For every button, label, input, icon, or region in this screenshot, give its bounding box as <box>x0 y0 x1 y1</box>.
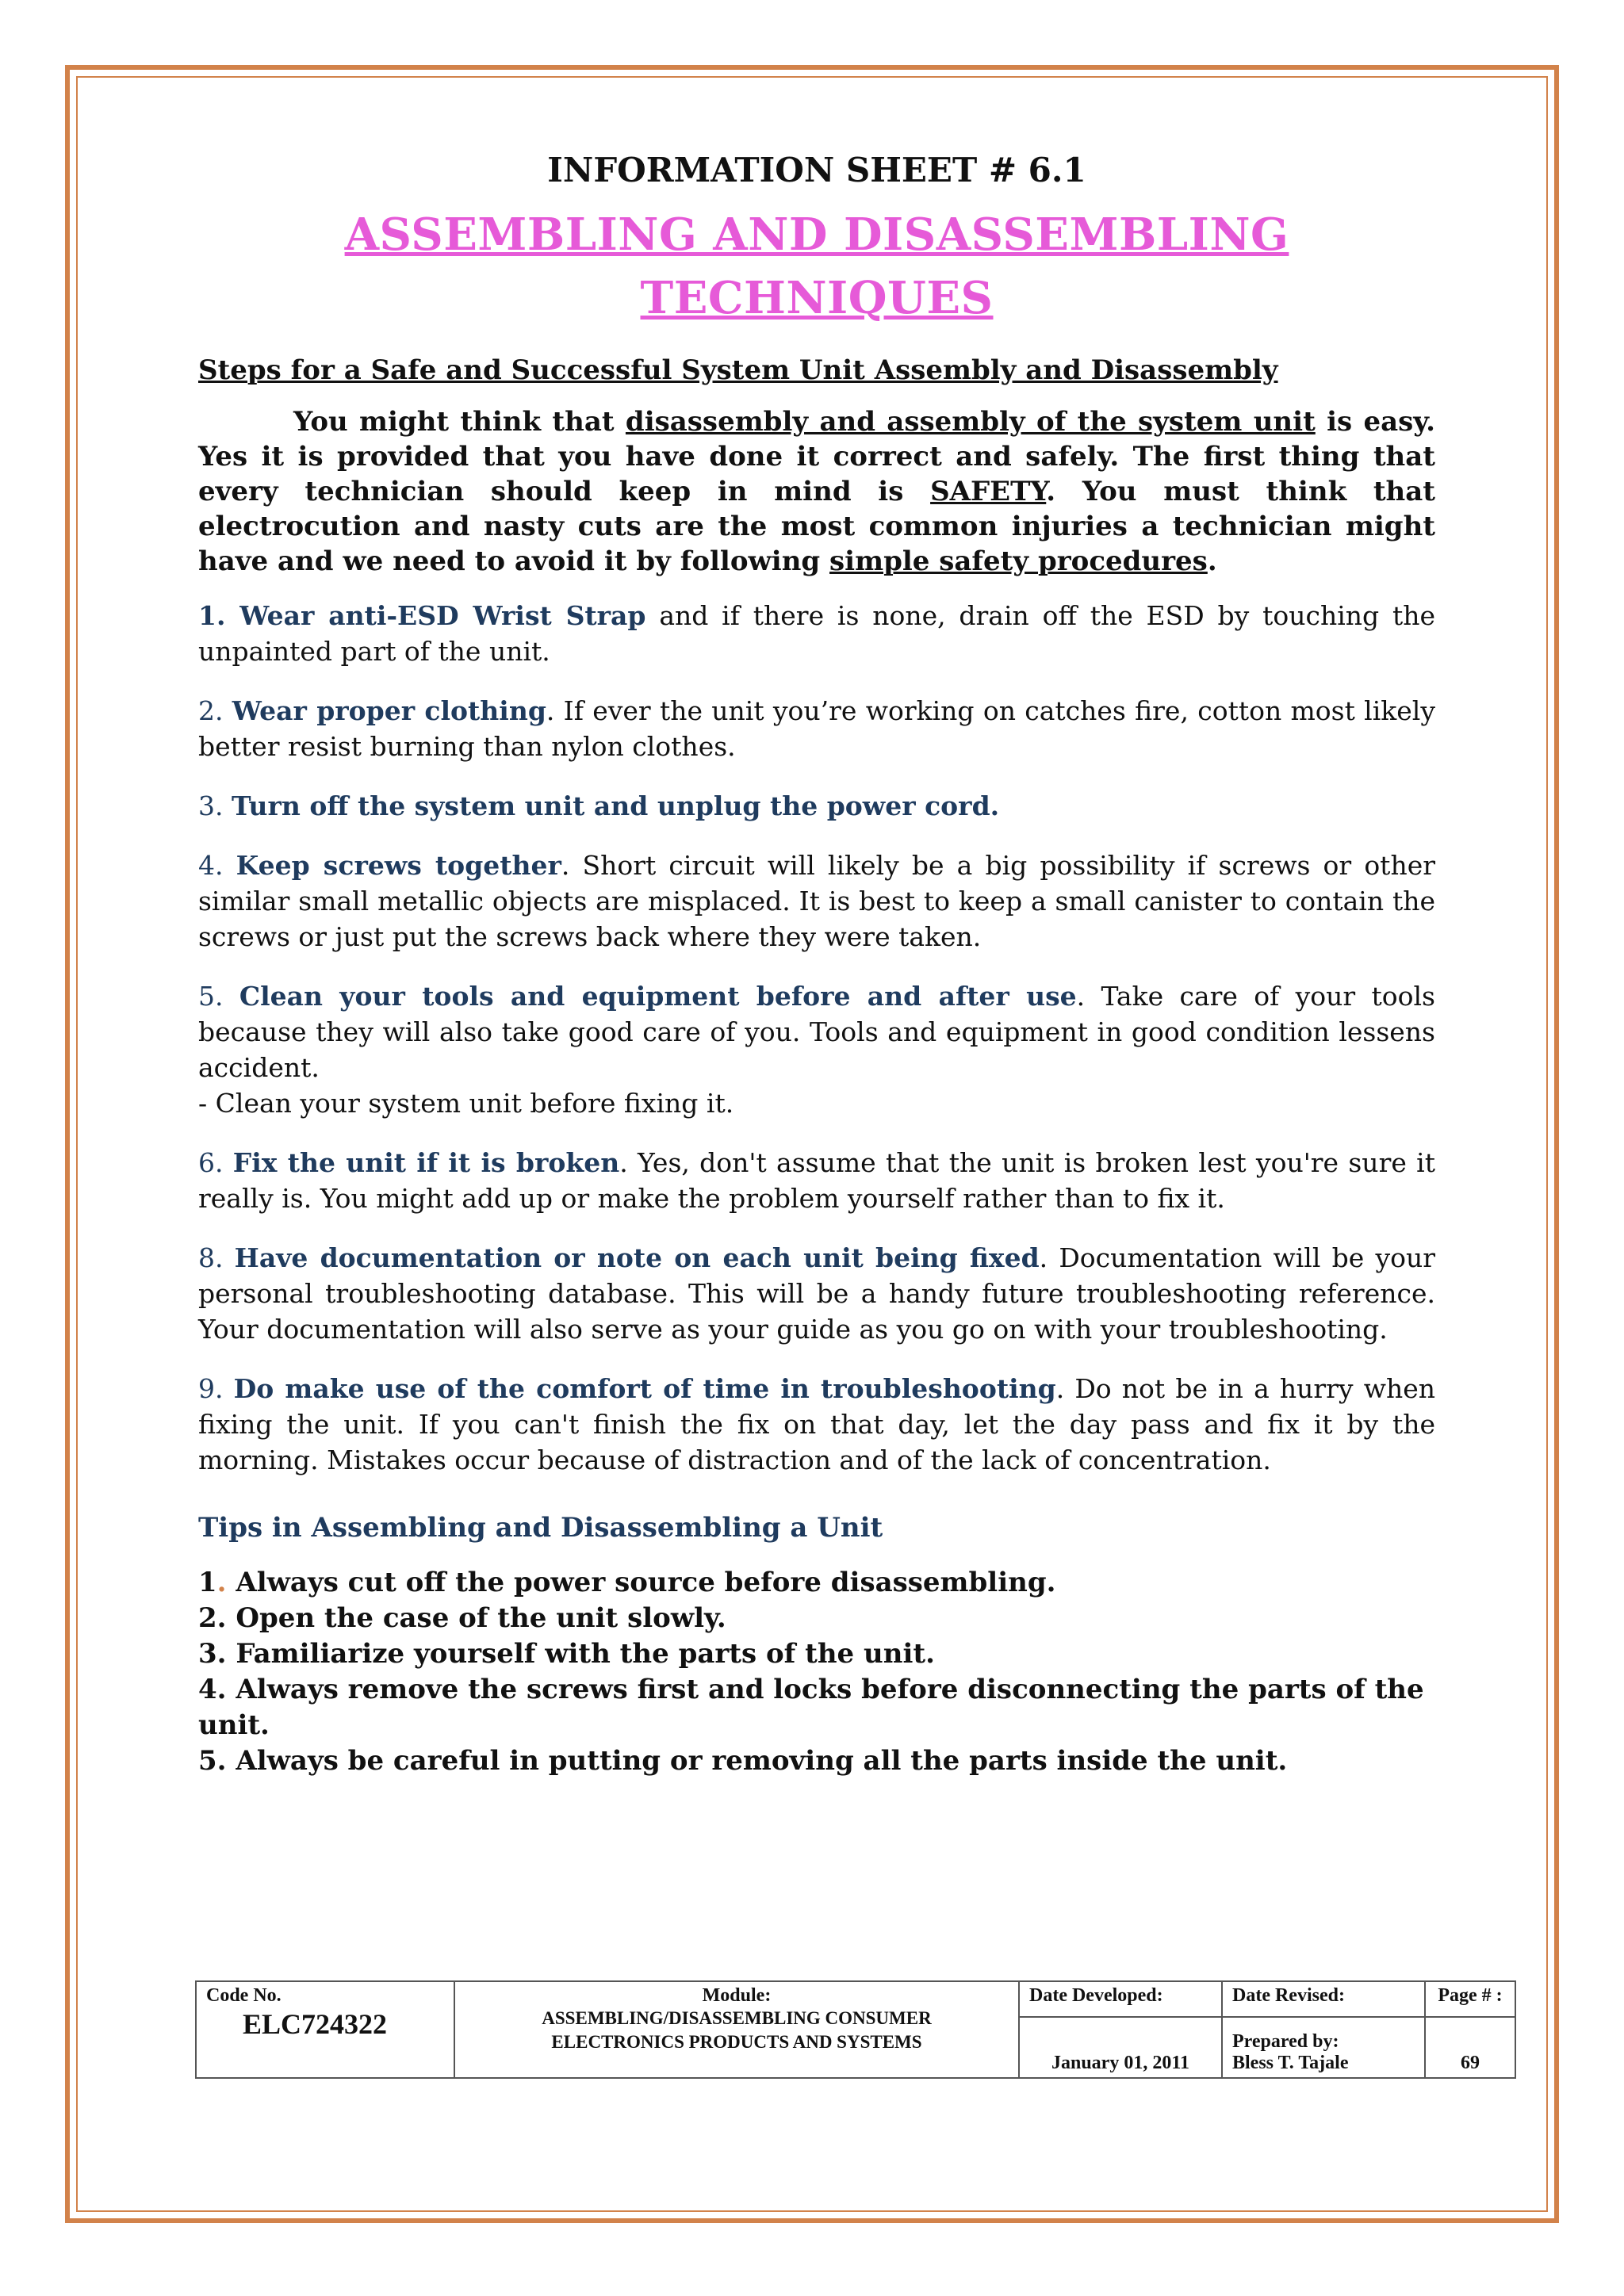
section-subheading: Steps for a Safe and Successful System Unit Assembly and Disassembly <box>198 354 1278 386</box>
tip-number: 5 <box>198 1745 217 1777</box>
tip-number: 3 <box>198 1638 217 1670</box>
step-title: Do make use of the comfort of time in troubleshooting <box>233 1373 1056 1404</box>
tip-item <box>198 1672 1435 1743</box>
step-text: . Documentation will be your personal troubleshooting database. This will be a handy future troubleshooting reference. Your documentation will also serve as your guide as you go on with your troubleshooting. <box>198 1242 1435 1345</box>
tip-number: 2 <box>198 1602 217 1634</box>
module-line-2: ELECTRONICS PRODUCTS AND SYSTEMS <box>551 2032 922 2052</box>
date-developed-label-cell <box>1019 1981 1222 2017</box>
step-title: Keep screws together <box>236 850 561 881</box>
sheet-title: INFORMATION SHEET # 6.1 <box>547 151 1086 189</box>
step-number: 3. <box>198 790 232 821</box>
step-title: Fix the unit if it is broken <box>232 1147 620 1178</box>
step-text: . Take care of your tools because they will also take good care of you. Tools and equipment in good condition lessens accident. <box>198 981 1435 1083</box>
tip-item <box>198 1636 1435 1672</box>
step-text: . Do not be in a hurry when fixing the unit. If you can't finish the fix on that day, let the day pass and fix it by the morning. Mistakes occur because of distraction and of the lack of concentration. <box>198 1373 1436 1475</box>
step-extra-text: - Clean your system unit before fixing it. <box>198 1088 734 1119</box>
step-number: 1. <box>198 600 240 631</box>
intro-underline-2: SAFETY <box>930 476 1047 507</box>
step-item <box>198 788 1435 824</box>
date-revised-label: Date Revised: <box>1232 1985 1345 2006</box>
step-item <box>198 1371 1435 1478</box>
code-label: Code No. <box>206 1985 282 2006</box>
module-label: Module: <box>702 1985 772 2006</box>
tip-number: 1 <box>198 1567 217 1598</box>
step-title: Wear anti-ESD Wrist Strap <box>239 600 646 631</box>
step-title: Turn off the system unit and unplug the power cord. <box>231 790 1000 821</box>
tip-dot: . <box>216 1602 227 1634</box>
step-number: 9. <box>198 1373 234 1404</box>
step-item <box>198 978 1435 1121</box>
tips-list <box>198 1565 1435 1779</box>
tip-item <box>198 1565 1435 1601</box>
prepared-by-label: Prepared by: <box>1232 2031 1339 2052</box>
intro-text-1: You might think that <box>293 406 626 438</box>
date-revised-label-cell <box>1222 1981 1425 2017</box>
step-text: . Short circuit will likely be a big possibility if screws or other similar small metallic objects are misplaced. It is best to keep a small canister to contain the screws or just put the screws back where they were taken. <box>198 850 1436 952</box>
footer-table <box>195 1980 1516 2079</box>
step-item <box>198 598 1435 669</box>
page-label-cell <box>1425 1981 1515 2017</box>
tip-number: 4 <box>198 1674 217 1705</box>
page-label: Page # : <box>1438 1985 1503 2006</box>
main-title: ASSEMBLING AND DISASSEMBLING TECHNIQUES <box>344 209 1289 324</box>
step-text: and if there is none, drain off the ESD by touching the unpainted part of the unit. <box>198 600 1435 667</box>
document-body <box>198 143 1435 1779</box>
tip-text: Always cut off the power source before disassembling. <box>226 1567 1056 1598</box>
page-value: 69 <box>1461 2053 1480 2073</box>
date-developed-value: January 01, 2011 <box>1051 2053 1190 2073</box>
step-number: 8. <box>198 1242 235 1273</box>
step-item <box>198 848 1435 955</box>
intro-text-4: . <box>1207 545 1217 577</box>
tip-text: Familiarize yourself with the parts of the unit. <box>226 1638 935 1670</box>
step-title: Have documentation or note on each unit being fixed <box>234 1242 1040 1273</box>
tip-dot: . <box>216 1638 227 1670</box>
step-number: 5. <box>198 981 239 1012</box>
tip-dot: . <box>216 1745 227 1777</box>
tip-text: Always remove the screws first and locks before disconnecting the parts of the unit. <box>198 1674 1424 1741</box>
tip-item <box>198 1601 1435 1636</box>
step-title: Wear proper clothing <box>232 695 546 726</box>
tip-dot: . <box>216 1567 227 1598</box>
tip-dot: . <box>216 1674 227 1705</box>
tips-heading: Tips in Assembling and Disassembling a Unit <box>198 1512 883 1544</box>
step-item <box>198 693 1435 764</box>
page-value-cell <box>1425 2017 1515 2078</box>
prepared-by-value: Bless T. Tajale <box>1232 2053 1349 2073</box>
step-item <box>198 1145 1435 1216</box>
tip-text: Always be careful in putting or removing all the parts inside the unit. <box>226 1745 1288 1777</box>
date-developed-label: Date Developed: <box>1029 1985 1163 2006</box>
intro-text-2: is easy. Yes it is provided that you have done it correct and safely. The first thing that every technician should keep in mind is <box>198 406 1435 507</box>
intro-underline-1: disassembly and assembly of the system unit <box>625 406 1316 438</box>
intro-underline-3: simple safety procedures <box>829 545 1208 577</box>
date-developed-value-cell <box>1019 2017 1222 2078</box>
module-line-1: ASSEMBLING/DISASSEMBLING CONSUMER <box>542 2008 932 2028</box>
step-text: . If ever the unit you’re working on catches fire, cotton most likely better resist burning than nylon clothes. <box>198 695 1435 762</box>
step-number: 4. <box>198 850 236 881</box>
step-item <box>198 1240 1435 1347</box>
tip-text: Open the case of the unit slowly. <box>226 1602 726 1634</box>
footer-module-cell <box>454 1981 1019 2078</box>
step-number: 6. <box>198 1147 233 1178</box>
prepared-by-cell <box>1222 2017 1425 2078</box>
safety-steps <box>198 598 1435 1478</box>
intro-paragraph <box>198 404 1435 579</box>
intro-text-3: . You must think that electrocution and nasty cuts are the most common injuries a technician might have and we need to avoid it by following <box>198 476 1435 577</box>
step-text: . Yes, don't assume that the unit is broken lest you're sure it really is. You might add up or make the problem yourself rather than to fix it. <box>198 1147 1435 1214</box>
code-value: ELC724322 <box>243 2008 388 2040</box>
tip-item <box>198 1743 1435 1779</box>
step-number: 2. <box>198 695 232 726</box>
footer-code-cell <box>196 1981 454 2078</box>
step-title: Clean your tools and equipment before and after use <box>239 981 1077 1012</box>
